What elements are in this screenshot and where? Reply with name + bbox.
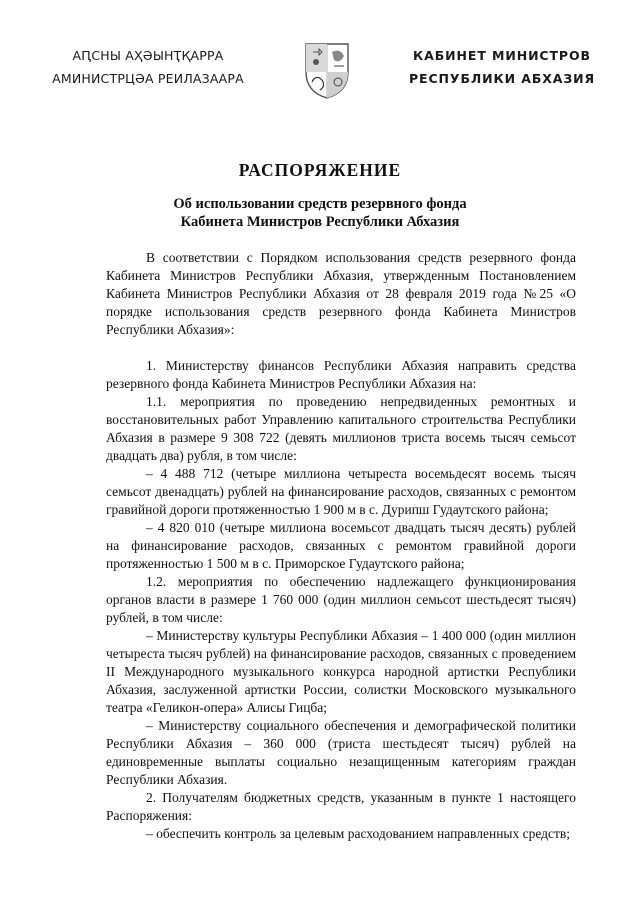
header-abkhaz-title bbox=[0, 44, 296, 90]
header-russian-line1: КАБИНЕТ МИНИСТРОВ bbox=[413, 48, 591, 63]
clause-1: 1. Министерству финансов Республики Абхазия направить средства резервного фонда Кабинета Министров Республики Абхазия на: bbox=[106, 358, 576, 391]
subject-line1: Об использовании средств резервного фонда bbox=[173, 196, 467, 212]
document-title: РАСПОРЯЖЕНИЕ bbox=[238, 160, 402, 180]
abkhazia-coat-of-arms-icon bbox=[304, 42, 350, 100]
header-abkhaz-line2: АМИНИСТРЦӘА РЕИЛАЗААРА bbox=[52, 71, 244, 86]
clause-1-2-item-2: – Министерству социального обеспечения и демографической политики Республики Абхазия – 360 000 (триста шестьдесят тысяч) рублей на единовременные выплаты социально незащищенным категориям граждан Республики Абхазия. bbox=[106, 718, 576, 787]
header-russian-title bbox=[364, 44, 640, 90]
clause-2: 2. Получателям бюджетных средств, указанным в пункте 1 настоящего Распоряжения: bbox=[106, 790, 576, 823]
document-subject bbox=[0, 195, 640, 231]
subject-line2: Кабинета Министров Республики Абхазия bbox=[180, 214, 460, 230]
header-russian-line2: РЕСПУБЛИКИ АБХАЗИЯ bbox=[408, 71, 596, 86]
clause-1-2: 1.2. мероприятия по обеспечению надлежащего функционирования органов власти в размере 1 760 000 (один миллион семьсот шестьдесят тысяч) рублей, в том числе: bbox=[106, 574, 576, 625]
preamble-paragraph: В соответствии с Порядком использования средств резервного фонда Кабинета Министров Республики Абхазия, утвержденным Постановлением Кабинета Министров Республики Абхазия от 28 февраля 2019 года №25 «О порядке использования средств резервного фонда Кабинета Министров Республики Абхазия»: bbox=[106, 250, 576, 337]
document-body bbox=[106, 249, 576, 843]
clause-1-1: 1.1. мероприятия по проведению непредвиденных ремонтных и восстановительных работ Управлению капитального строительства Республики Абхазия в размере 9 308 722 (девять миллионов триста восемь тысяч семьсот двадцать два) рубля, в том числе: bbox=[106, 394, 576, 463]
clause-2-item-1: – обеспечить контроль за целевым расходованием направленных средств; bbox=[146, 826, 571, 841]
header-abkhaz-line1: АԤСНЫ АҲӘЫНҬҚАРРА bbox=[72, 48, 224, 63]
clause-1-1-item-2: – 4 820 010 (четыре миллиона восемьсот двадцать тысяч десять) рублей на финансирование расходов, связанных с ремонтом гравийной дороги протяженностью 1 500 м в с. Приморское Гудаутского района; bbox=[106, 520, 576, 571]
clause-1-1-item-1: – 4 488 712 (четыре миллиона четыреста восемьдесят восемь тысяч семьсот двенадцать) рублей на финансирование расходов, связанных с ремонтом гравийной дороги протяженностью 1 900 м в с. Дурипш Гудаутского района; bbox=[106, 466, 576, 517]
clause-1-2-item-1: – Министерству культуры Республики Абхазия – 1 400 000 (один миллион четыреста тысяч рублей) на финансирование расходов, связанных с проведением II Международного музыкального конкурса народной артистки Республики Абхазия, заслуженной артистки России, солистки Московского музыкального театра «Геликон-опера» Алисы Гицба; bbox=[106, 628, 576, 715]
